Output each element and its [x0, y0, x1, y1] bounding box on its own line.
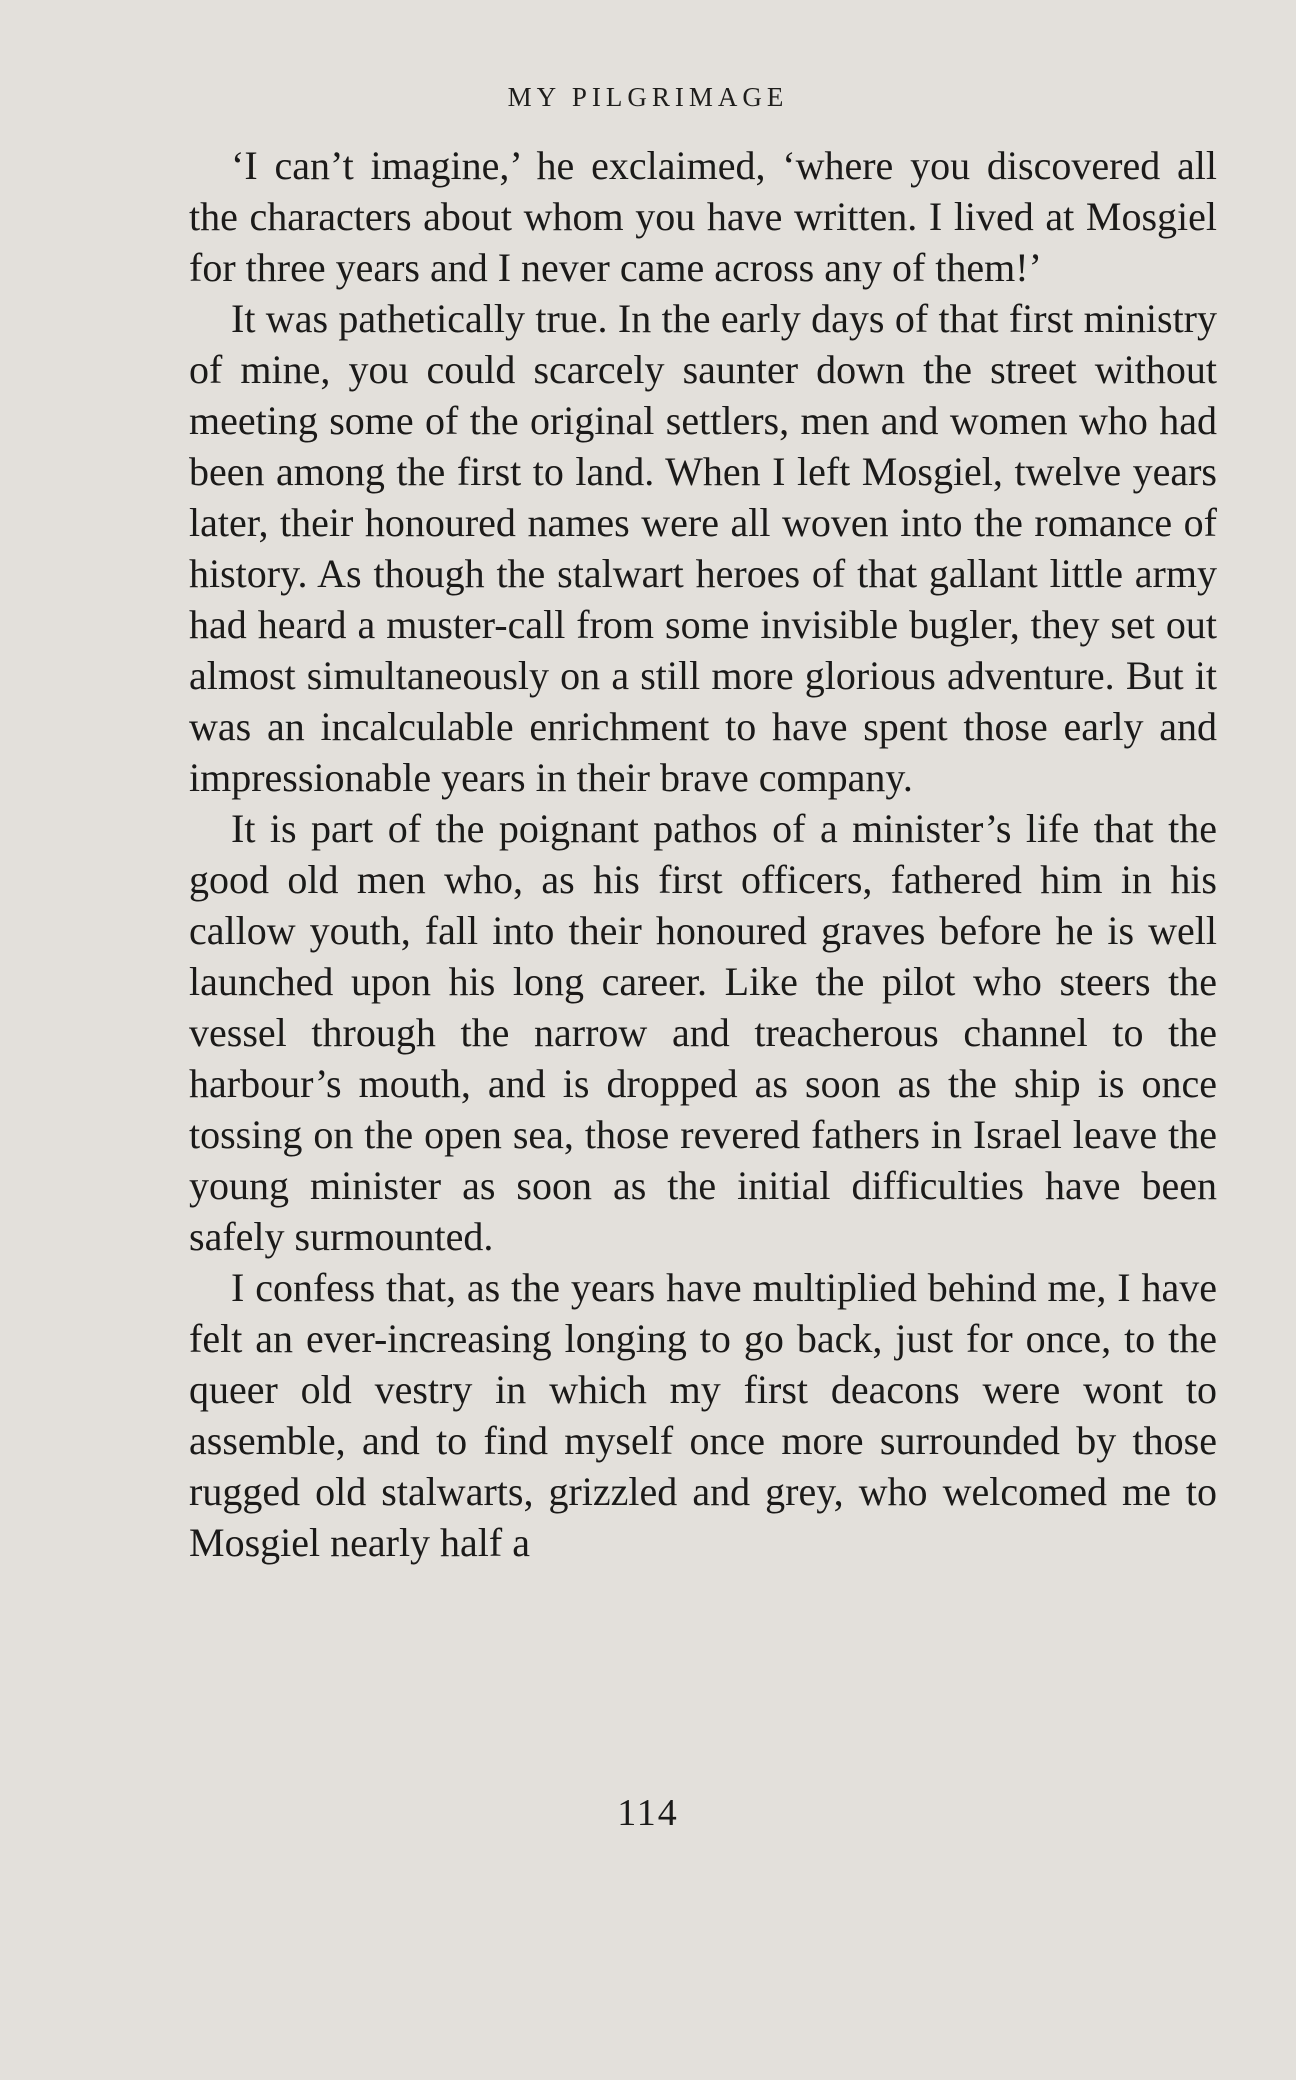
- paragraph: I confess that, as the years have multiplied behind me, I have felt an ever-increasing longing to go back, just for once, to the queer old vestry in which my first deacons were wont to assemble, and to find myself once more surrounded by those rugged old stalwarts, grizzled and grey, who welcomed me to Mosgiel nearly half a: [189, 1265, 1217, 1565]
- body-text: [189, 140, 1217, 1568]
- paragraph: It is part of the poignant pathos of a minister’s life that the good old men who, as his first officers, fathered him in his callow youth, fall into their honoured graves before he is well launched upon his long career. Like the pilot who steers the vessel through the narrow and treacherous channel to the harbour’s mouth, and is dropped as soon as the ship is once tossing on the open sea, those revered fathers in Israel leave the young minister as soon as the initial difficulties have been safely surmounted.: [189, 806, 1217, 1259]
- paragraph: ‘I can’t imagine,’ he exclaimed, ‘where you discovered all the characters about whom you have written. I lived at Mosgiel for three years and I never came across any of them!’: [189, 143, 1217, 290]
- page-number: 114: [617, 1792, 679, 1834]
- paragraph: It was pathetically true. In the early days of that first ministry of mine, you could scarcely saunter down the street without meeting some of the original settlers, men and women who had been among the first to land. When I left Mosgiel, twelve years later, their honoured names were all woven into the romance of history. As though the stalwart heroes of that gallant little army had heard a muster-call from some invisible bugler, they set out almost simultaneously on a still more glorious adventure. But it was an incalculable enrichment to have spent those early and impressionable years in their brave company.: [189, 296, 1217, 800]
- running-head: MY PILGRIMAGE: [507, 82, 789, 112]
